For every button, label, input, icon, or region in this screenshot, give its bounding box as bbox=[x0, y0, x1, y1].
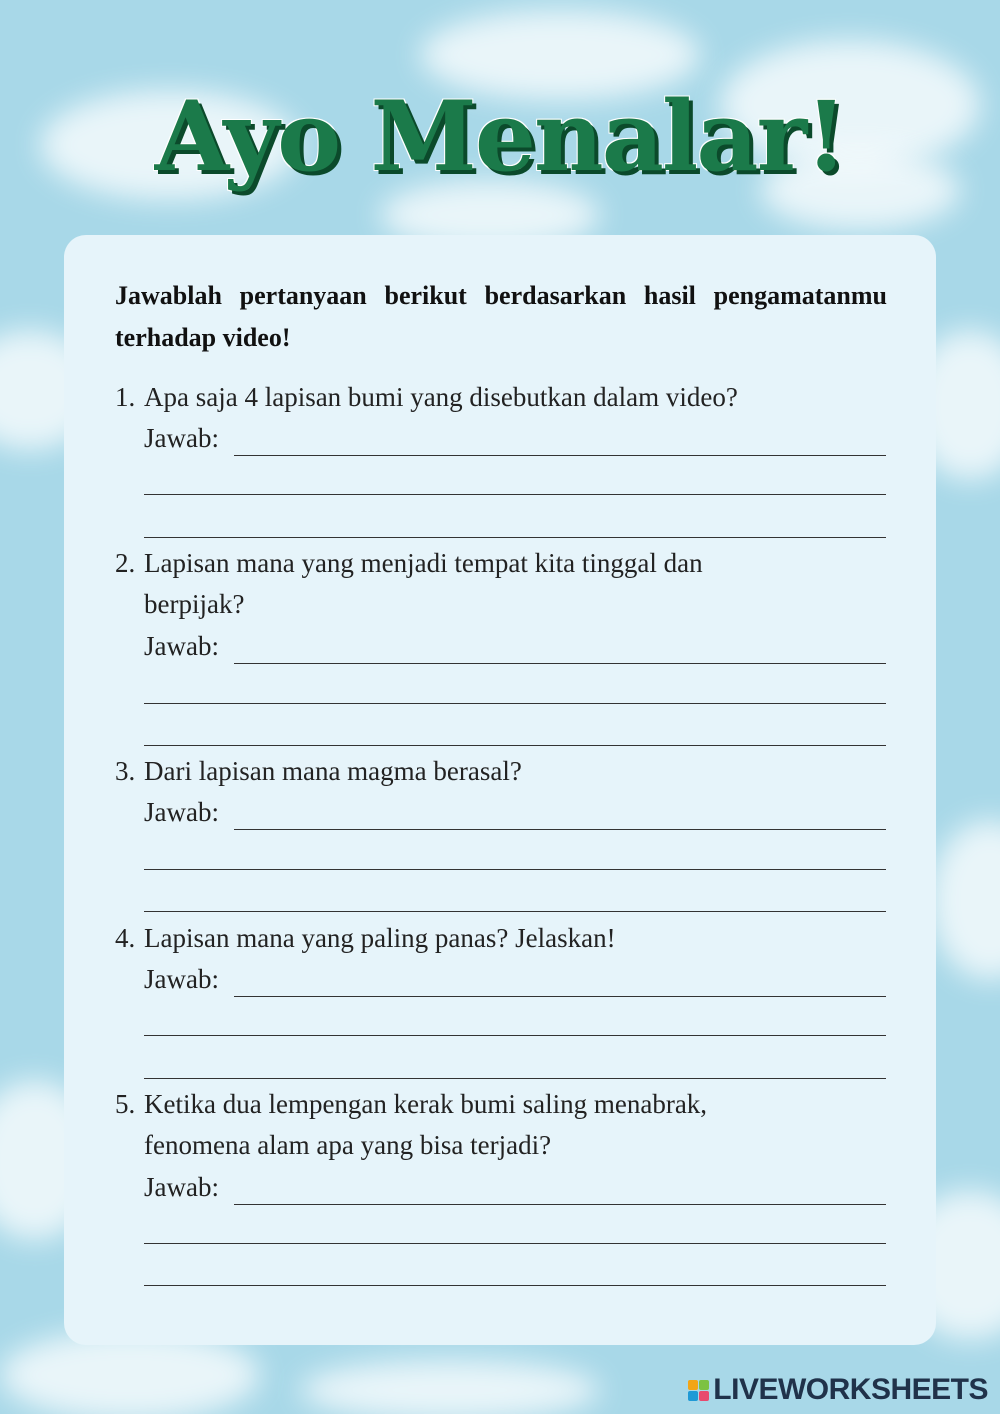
question-number: 5. bbox=[115, 1089, 136, 1119]
answer-row-2 bbox=[144, 626, 886, 667]
answer-input-line[interactable] bbox=[234, 455, 886, 456]
answer-line[interactable] bbox=[144, 494, 886, 495]
answer-label: Jawab: bbox=[144, 797, 219, 827]
answer-row-1 bbox=[144, 418, 886, 459]
answer-line[interactable] bbox=[144, 1243, 886, 1244]
answer-line[interactable] bbox=[144, 869, 886, 870]
question-number: 1. bbox=[115, 382, 136, 412]
question-text: Apa saja 4 lapisan bumi yang disebutkan dalam video? bbox=[144, 382, 738, 412]
question-number: 3. bbox=[115, 756, 136, 786]
question-5 bbox=[115, 1084, 895, 1166]
answer-input-line[interactable] bbox=[234, 996, 886, 997]
answer-label: Jawab: bbox=[144, 631, 219, 661]
question-number: 4. bbox=[115, 923, 136, 953]
answer-label: Jawab: bbox=[144, 423, 219, 453]
brand-text: LIVEWORKSHEETS bbox=[713, 1373, 988, 1406]
answer-row-3 bbox=[144, 792, 886, 833]
question-3 bbox=[115, 751, 895, 792]
question-text: Lapisan mana yang paling panas? Jelaskan! bbox=[144, 923, 616, 953]
answer-line[interactable] bbox=[144, 1035, 886, 1036]
question-1 bbox=[115, 377, 895, 418]
question-4 bbox=[115, 918, 895, 959]
question-text: Dari lapisan mana magma berasal? bbox=[144, 756, 522, 786]
question-text: Lapisan mana yang menjadi tempat kita tinggal dan bbox=[144, 548, 703, 578]
answer-line[interactable] bbox=[144, 1285, 886, 1286]
answer-line[interactable] bbox=[144, 911, 886, 912]
answer-line[interactable] bbox=[144, 745, 886, 746]
answer-line[interactable] bbox=[144, 1078, 886, 1079]
question-2 bbox=[115, 543, 895, 625]
liveworksheets-brand bbox=[688, 1373, 988, 1407]
page-title: Ayo Menalar! bbox=[154, 80, 846, 193]
answer-line[interactable] bbox=[144, 537, 886, 538]
answer-input-line[interactable] bbox=[234, 1204, 886, 1205]
answer-label: Jawab: bbox=[144, 964, 219, 994]
answer-line[interactable] bbox=[144, 703, 886, 704]
answer-label: Jawab: bbox=[144, 1172, 219, 1202]
question-text-cont: berpijak? bbox=[144, 589, 245, 619]
answer-row-5 bbox=[144, 1167, 886, 1208]
answer-input-line[interactable] bbox=[234, 829, 886, 830]
answer-input-line[interactable] bbox=[234, 663, 886, 664]
question-text-cont: fenomena alam apa yang bisa terjadi? bbox=[144, 1130, 552, 1160]
instruction-text: Jawablah pertanyaan berikut berdasarkan hasil pengamatanmu terhadap video! bbox=[115, 281, 887, 352]
question-text: Ketika dua lempengan kerak bumi saling menabrak, bbox=[144, 1089, 708, 1119]
question-number: 2. bbox=[115, 548, 136, 578]
liveworksheets-logo-icon bbox=[688, 1380, 709, 1401]
answer-row-4 bbox=[144, 959, 886, 1000]
